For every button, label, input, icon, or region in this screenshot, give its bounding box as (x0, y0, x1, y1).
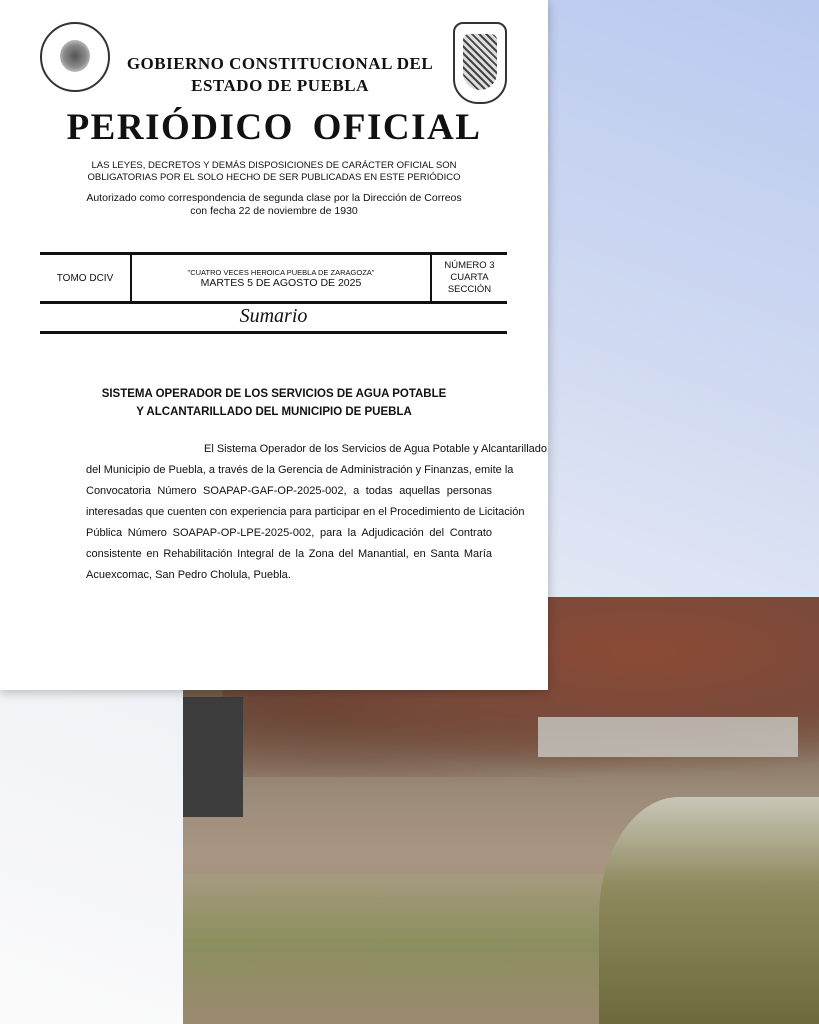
periodico-oficial-document (0, 0, 548, 690)
issue-date: MARTES 5 DE AGOSTO DE 2025 (200, 276, 362, 289)
authorization-notice (0, 192, 548, 218)
section-word1: CUARTA (450, 272, 489, 283)
tomo: TOMO DCIV (56, 272, 114, 284)
bridge (538, 717, 798, 757)
leyes-line1: LAS LEYES, DECRETOS Y DEMÁS DISPOSICIONES DE CARÁCTER OFICIAL SON (91, 160, 457, 171)
body-paragraph (86, 439, 548, 586)
stone-wall (183, 697, 243, 817)
sumario-heading: Sumario (40, 301, 507, 334)
mexico-coat-of-arms-icon (40, 22, 110, 92)
body-line: Convocatoria Número SOAPAP-GAF-OP-2025-002, a todas aquellas personas (86, 485, 492, 497)
section-title-line2: Y ALCANTARILLADO DEL MUNICIPIO DE PUEBLA (136, 406, 412, 418)
body-line: Acuexcomac, San Pedro Cholula, Puebla. (86, 569, 291, 581)
tomo-cell (40, 255, 132, 301)
body-line: Pública Número SOAPAP-OP-LPE-2025-002, para la Adjudicación del Contrato (86, 527, 492, 539)
gobierno-line1: GOBIERNO CONSTITUCIONAL DEL (126, 54, 434, 73)
motto: "CUATRO VECES HEROICA PUEBLA DE ZARAGOZA" (187, 267, 375, 277)
body-line: interesadas que cuenten con experiencia para participar en el Procedimiento de Licitación (86, 506, 525, 518)
issue-info-bar (40, 252, 507, 304)
section-title (0, 385, 548, 421)
section-title-line1: SISTEMA OPERADOR DE LOS SERVICIOS DE AGUA POTABLE (101, 388, 447, 400)
document-title: PERIÓDICO OFICIAL (66, 107, 482, 148)
autorizado-line2: con fecha 22 de noviembre de 1930 (190, 205, 358, 217)
body-line: del Municipio de Puebla, a través de la Gerencia de Administración y Finanzas, emite la (86, 464, 514, 476)
spring-water (599, 797, 819, 1024)
autorizado-line1: Autorizado como correspondencia de segunda clase por la Dirección de Correos (86, 192, 462, 204)
gobierno-line2: ESTADO DE PUEBLA (191, 76, 369, 95)
ground-roots (183, 874, 603, 1024)
body-line: El Sistema Operador de los Servicios de Agua Potable y Alcantarillado (204, 443, 548, 455)
number-cell (432, 255, 507, 301)
section-word2: SECCIÓN (447, 284, 492, 295)
puebla-coat-of-arms-icon (453, 22, 507, 104)
date-cell (132, 255, 432, 301)
leyes-line2: OBLIGATORIAS POR EL SOLO HECHO DE SER PUBLICADAS EN ESTE PERIÓDICO (87, 172, 461, 183)
body-line: consistente en Rehabilitación Integral de la Zona del Manantial, en Santa María (86, 548, 492, 560)
issue-number: NÚMERO 3 (444, 260, 495, 271)
government-heading (110, 53, 450, 97)
legal-notice (0, 160, 548, 184)
